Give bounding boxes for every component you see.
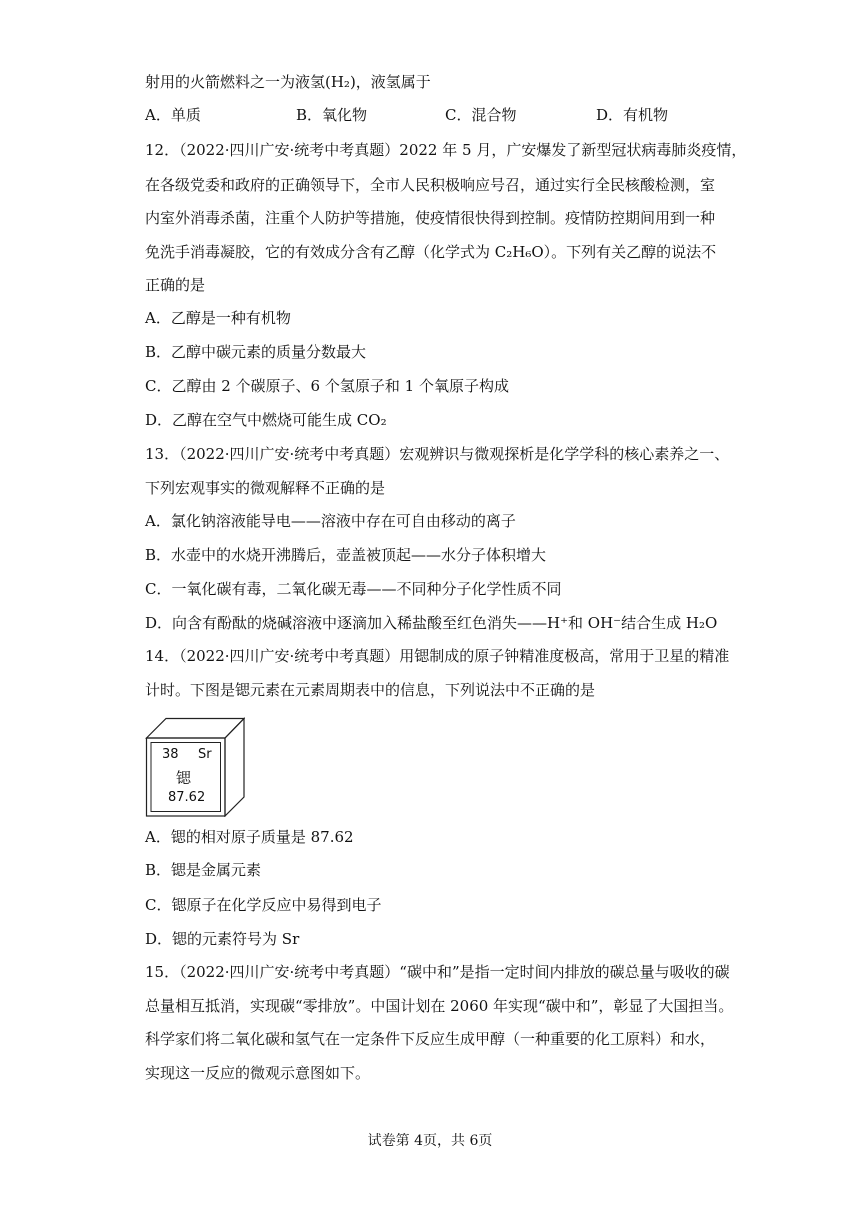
q14-stem-line: 14．（2022·四川广安·统考中考真题）用锶制成的原子钟精准度极高，常用于卫星的精准 <box>145 647 730 665</box>
q13-option-a: A．氯化钠溶液能导电——溶液中存在可自由移动的离子 <box>145 512 516 530</box>
page-footer: 试卷第 4页，共 6页 <box>367 1133 493 1149</box>
q14-stem-line: 计时。下图是锶元素在元素周期表中的信息，下列说法中不正确的是 <box>145 681 596 699</box>
element-name: 锶 <box>176 769 192 787</box>
q14-option-b: B．锶是金属元素 <box>145 861 262 879</box>
q12-stem-line: 内室外消毒杀菌，注重个人防护等措施，使疫情很快得到控制。疫情防控期间用到一种 <box>145 209 716 227</box>
q12-stem-line: 12．（2022·四川广安·统考中考真题）2022 年 5 月，广安爆发了新型冠状病毒肺炎疫情， <box>145 141 747 159</box>
q15-stem-line: 实现这一反应的微观示意图如下。 <box>145 1064 371 1082</box>
element-atomic-number: 38 <box>162 747 179 762</box>
q12-stem-line: 在各级党委和政府的正确领导下，全市人民积极响应号召，通过实行全民核酸检测，室 <box>145 176 716 194</box>
q11-option-d: D．有机物 <box>596 106 669 124</box>
q14-option-d: D．锶的元素符号为 Sr <box>145 930 300 948</box>
q12-option-c: C．乙醇由 2 个碳原子、6 个氢原子和 1 个氧原子构成 <box>145 377 509 395</box>
q12-option-a: A．乙醇是一种有机物 <box>145 309 291 327</box>
q11-option-b: B．氧化物 <box>296 106 368 124</box>
strontium-element-card <box>145 717 245 817</box>
q12-option-b: B．乙醇中碳元素的质量分数最大 <box>145 343 367 361</box>
q11-stem-tail: 射用的火箭燃料之一为液氢(H₂)，液氢属于 <box>145 73 431 91</box>
q15-stem-line: 总量相互抵消，实现碳“零排放”。中国计划在 2060 年实现“碳中和”，彰显了大国担当。 <box>145 997 734 1015</box>
element-symbol: Sr <box>198 747 212 762</box>
q14-option-c: C．锶原子在化学反应中易得到电子 <box>145 896 382 914</box>
q12-option-d: D．乙醇在空气中燃烧可能生成 CO₂ <box>145 411 387 429</box>
q15-stem-line: 15．（2022·四川广安·统考中考真题）“碳中和”是指一定时间内排放的碳总量与吸收的碳 <box>145 963 730 981</box>
q12-stem-line: 正确的是 <box>145 276 206 294</box>
q13-stem-line: 13．（2022·四川广安·统考中考真题）宏观辨识与微观探析是化学学科的核心素养之一、 <box>145 445 730 463</box>
q13-option-d: D．向含有酚酞的烧碱溶液中逐滴加入稀盐酸至红色消失——H⁺和 OH⁻结合生成 H₂O <box>145 614 718 632</box>
q14-option-a: A．锶的相对原子质量是 87.62 <box>145 828 354 846</box>
element-atomic-mass: 87.62 <box>168 790 206 805</box>
q12-stem-line: 免洗手消毒凝胶，它的有效成分含有乙醇（化学式为 C₂H₆O）。下列有关乙醇的说法不 <box>145 243 717 261</box>
q13-stem-line: 下列宏观事实的微观解释不正确的是 <box>145 479 386 497</box>
q13-option-c: C．一氧化碳有毒，二氧化碳无毒——不同种分子化学性质不同 <box>145 580 562 598</box>
q11-option-a: A．单质 <box>145 106 201 124</box>
q15-stem-line: 科学家们将二氧化碳和氢气在一定条件下反应生成甲醇（一种重要的化工原料）和水， <box>145 1030 716 1048</box>
q13-option-b: B．水壶中的水烧开沸腾后，壶盖被顶起——水分子体积增大 <box>145 546 547 564</box>
q11-option-c: C．混合物 <box>445 106 517 124</box>
